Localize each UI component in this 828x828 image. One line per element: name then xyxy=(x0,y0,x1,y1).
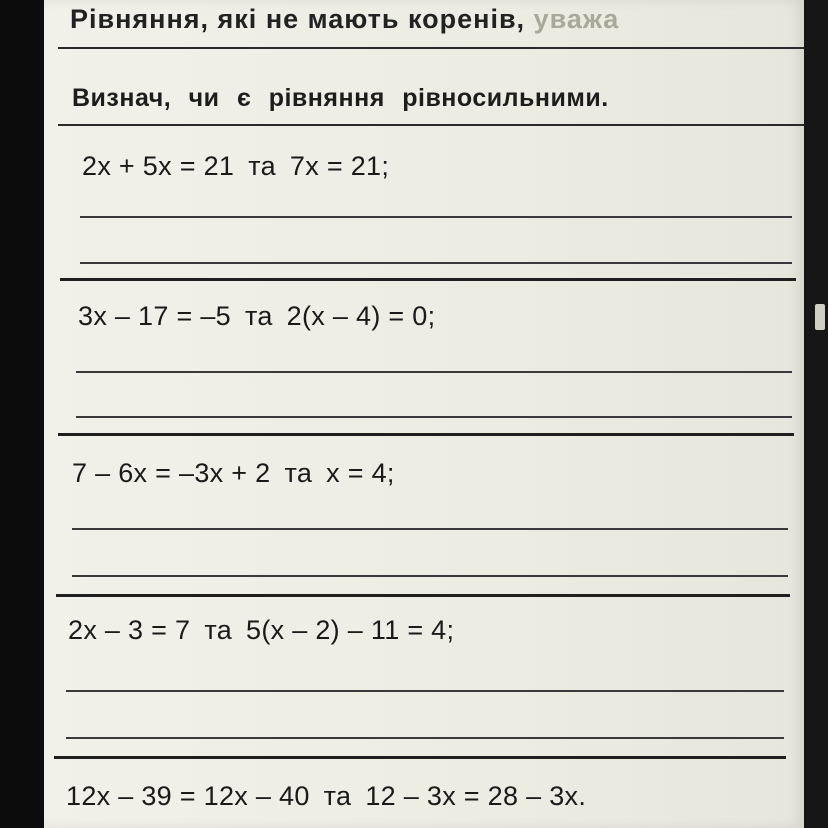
equation-1 xyxy=(82,151,389,182)
equation-5 xyxy=(66,781,586,812)
answer-line-4a[interactable] xyxy=(66,690,784,692)
equation-2 xyxy=(78,301,435,332)
equation-5-left: 12x – 39 = 12x – 40 xyxy=(66,781,310,811)
task-instruction: Визнач, чи є рівняння рівносильними. xyxy=(72,84,609,112)
equation-3-right: x = 4; xyxy=(326,458,395,488)
row-divider-4 xyxy=(54,756,786,759)
heading-underline xyxy=(58,47,804,49)
adjacent-page-edge xyxy=(815,304,825,330)
equation-2-right: 2(x – 4) = 0; xyxy=(286,301,436,331)
instruction-underline xyxy=(58,124,804,126)
answer-line-1b[interactable] xyxy=(80,262,792,264)
equation-3-conj: та xyxy=(284,458,313,488)
section-heading xyxy=(70,4,810,35)
section-heading-faded: уважа xyxy=(525,4,620,34)
row-divider-2 xyxy=(58,433,794,436)
row-divider-3 xyxy=(56,594,790,597)
equation-4-conj: та xyxy=(204,615,233,645)
equation-1-conj: та xyxy=(248,151,276,181)
equation-2-conj: та xyxy=(244,301,273,331)
answer-line-4b[interactable] xyxy=(66,737,784,739)
answer-line-3b[interactable] xyxy=(72,575,788,577)
row-divider-1 xyxy=(60,278,796,281)
answer-line-2a[interactable] xyxy=(76,371,792,373)
equation-3-left: 7 – 6x = –3x + 2 xyxy=(72,458,271,488)
equation-5-right: 12 – 3x = 28 – 3x. xyxy=(365,781,587,811)
equation-1-right: 7x = 21; xyxy=(289,151,390,181)
equation-4-left: 2x – 3 = 7 xyxy=(68,615,191,645)
equation-4 xyxy=(68,615,454,646)
equation-5-conj: та xyxy=(323,781,352,811)
answer-line-1a[interactable] xyxy=(80,216,792,218)
equation-1-left: 2x + 5x = 21 xyxy=(82,151,235,181)
equation-2-left: 3x – 17 = –5 xyxy=(78,301,231,331)
equation-3 xyxy=(72,458,395,489)
answer-line-3a[interactable] xyxy=(72,528,788,530)
section-heading-text: Рівняння, які не мають коренів, xyxy=(70,4,526,34)
equation-4-right: 5(x – 2) – 11 = 4; xyxy=(246,615,455,645)
answer-line-2b[interactable] xyxy=(76,416,792,418)
